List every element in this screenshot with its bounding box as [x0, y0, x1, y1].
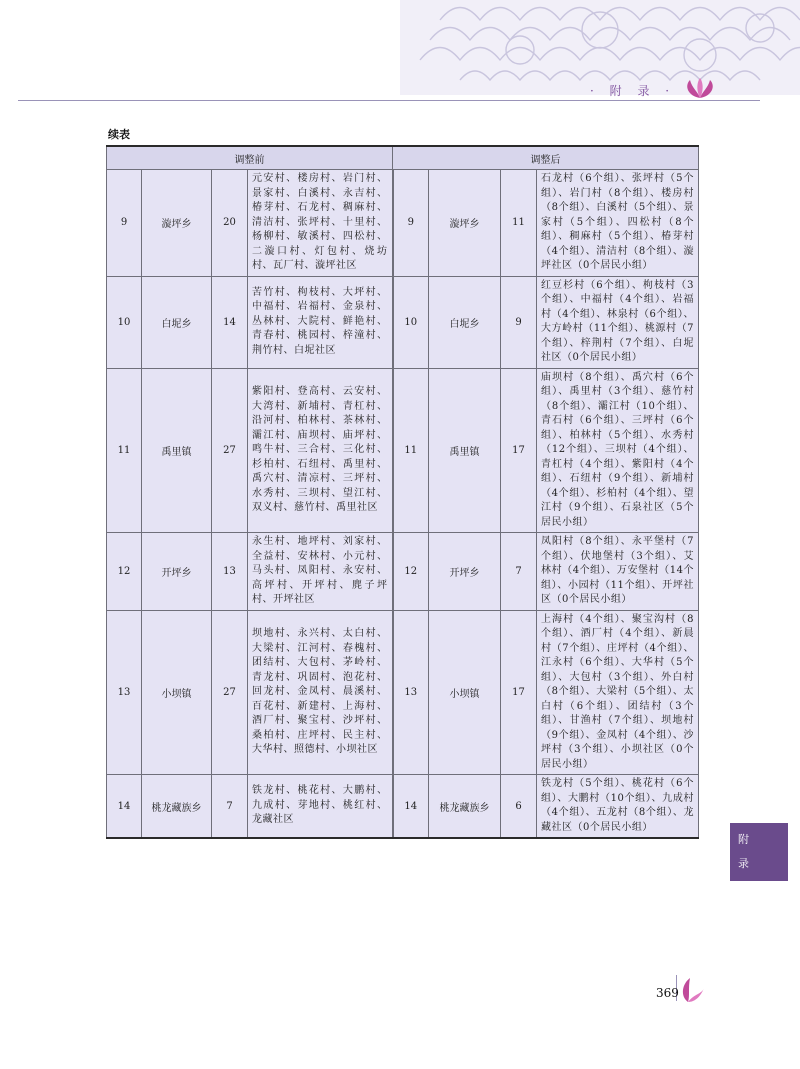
table-header-row	[107, 146, 699, 170]
township-after: 禹里镇	[429, 368, 501, 533]
table-row	[107, 775, 699, 839]
count-after: 7	[501, 533, 537, 611]
table-row	[107, 610, 699, 775]
row-no-after: 9	[393, 170, 429, 277]
villages-after: 庙坝村（8个组）、禹穴村（6个组）、禹里村（3个组）、慈竹村（8个组）、灞江村（10个组）、青石村（6个组）、三坪村（6个组）、柏林村（5个组）、水秀村（12个组）、三坝村（4个组）、青杠村（4个组）、紫阳村（4个组）、石纽村（9个组）、新埔村（4个组）、杉柏村（4个组）、望江村（9个组）、石泉社区（5个居民小组）	[537, 368, 699, 533]
villages-before: 苦竹村、枸枝村、大坪村、中福村、岩福村、金泉村、丛林村、大院村、鲜艳村、青春村、桃园村、梓潼村、荆竹村、白坭社区	[248, 276, 393, 368]
township-before: 漩坪乡	[142, 170, 212, 277]
header-before: 调整前	[107, 146, 393, 170]
side-tab-char-1: 附	[738, 833, 749, 846]
table-caption: 续表	[108, 128, 130, 141]
count-after: 9	[501, 276, 537, 368]
township-after: 白坭乡	[429, 276, 501, 368]
row-no-after: 10	[393, 276, 429, 368]
villages-after: 铁龙村（5个组）、桃花村（6个组）、大鹏村（10个组）、九成村（4个组）、五龙村（8个组）、龙藏社区（0个居民小组）	[537, 775, 699, 839]
villages-before: 永生村、地坪村、刘家村、全益村、安林村、小元村、马头村、凤阳村、永安村、高坪村、开坪村、麂子坪村、开坪社区	[248, 533, 393, 611]
villages-after: 石龙村（6个组）、张坪村（5个组）、岩门村（8个组）、楼房村（8个组）、白溪村（5个组）、景家村（5个组）、四松村（8个组）、稠麻村（5个组）、椿芽村（4个组）、清洁村（8个组）、漩坪社区（0个居民小组）	[537, 170, 699, 277]
row-no-before: 10	[107, 276, 142, 368]
row-no-after: 12	[393, 533, 429, 611]
row-no-after: 14	[393, 775, 429, 839]
table-row	[107, 170, 699, 277]
count-before: 7	[212, 775, 248, 839]
count-after: 17	[501, 368, 537, 533]
side-tab-char-2: 录	[738, 857, 749, 870]
header-decoration	[0, 0, 800, 108]
table-row	[107, 276, 699, 368]
villages-after: 上海村（4个组）、聚宝沟村（8个组）、酒厂村（4个组）、新晨村（7个组）、庄坪村（4个组）、江永村（6个组）、大华村（5个组）、大包村（3个组）、外白村（8个组）、大梁村（5个组）、太白村（6个组）、团结村（3个组）、甘渔村（7个组）、坝地村（9个组）、金凤村（4个组）、沙坪村（3个组）、小坝社区（0个居民小组）	[537, 610, 699, 775]
row-no-before: 13	[107, 610, 142, 775]
row-no-before: 14	[107, 775, 142, 839]
adjustment-table	[106, 145, 699, 839]
page-number: 369	[656, 986, 679, 1000]
count-before: 20	[212, 170, 248, 277]
township-after: 小坝镇	[429, 610, 501, 775]
villages-before: 紫阳村、登高村、云安村、大湾村、新埔村、青杠村、沿河村、柏林村、茶林村、灞江村、庙坝村、庙坪村、鸣牛村、三合村、三化村、杉柏村、石纽村、禹里村、禹穴村、清凉村、三坪村、水秀村、三坝村、望江村、双义村、慈竹村、禹里社区	[248, 368, 393, 533]
count-after: 11	[501, 170, 537, 277]
lotus-ornament-icon	[680, 76, 720, 102]
row-no-after: 13	[393, 610, 429, 775]
township-after: 漩坪乡	[429, 170, 501, 277]
row-no-before: 12	[107, 533, 142, 611]
villages-before: 元安村、楼房村、岩门村、景家村、白溪村、永吉村、椿芽村、石龙村、稠麻村、清洁村、张坪村、十里村、杨柳村、敏溪村、四松村、二漩口村、灯包村、烧坊村、瓦厂村、漩坪社区	[248, 170, 393, 277]
township-before: 开坪乡	[142, 533, 212, 611]
count-after: 6	[501, 775, 537, 839]
villages-before: 铁龙村、桃花村、大鹏村、九成村、芽地村、桃红村、龙藏社区	[248, 775, 393, 839]
township-before: 白坭乡	[142, 276, 212, 368]
villages-after: 红豆杉村（6个组）、枸枝村（3个组）、中福村（4个组）、岩福村（4个组）、林泉村（6个组）、大方岭村（11个组）、桃源村（7个组）、梓荆村（7个组）、白坭社区（0个居民小组）	[537, 276, 699, 368]
township-before: 禹里镇	[142, 368, 212, 533]
header-after: 调整后	[393, 146, 699, 170]
header-section-label: · 附 录 ·	[590, 84, 676, 98]
villages-before: 坝地村、永兴村、太白村、大梁村、江河村、春槐村、团结村、大包村、茅岭村、青龙村、巩固村、泡花村、回龙村、金凤村、晨溪村、百花村、新建村、上海村、酒厂村、聚宝村、沙坪村、桑柏村、庄坪村、民主村、大华村、照德村、小坝社区	[248, 610, 393, 775]
township-before: 小坝镇	[142, 610, 212, 775]
row-no-after: 11	[393, 368, 429, 533]
count-after: 17	[501, 610, 537, 775]
table-row	[107, 368, 699, 533]
count-before: 27	[212, 368, 248, 533]
count-before: 14	[212, 276, 248, 368]
row-no-before: 11	[107, 368, 142, 533]
count-before: 13	[212, 533, 248, 611]
lotus-ornament-icon	[680, 976, 706, 1004]
township-after: 桃龙藏族乡	[429, 775, 501, 839]
villages-after: 凤阳村（8个组）、永平堡村（7个组）、伏地堡村（3个组）、艾林村（4个组）、万安堡村（14个组）、小园村（11个组）、开坪社区（0个居民小组）	[537, 533, 699, 611]
township-after: 开坪乡	[429, 533, 501, 611]
table-row	[107, 533, 699, 611]
count-before: 27	[212, 610, 248, 775]
row-no-before: 9	[107, 170, 142, 277]
township-before: 桃龙藏族乡	[142, 775, 212, 839]
appendix-side-tab	[730, 823, 788, 881]
